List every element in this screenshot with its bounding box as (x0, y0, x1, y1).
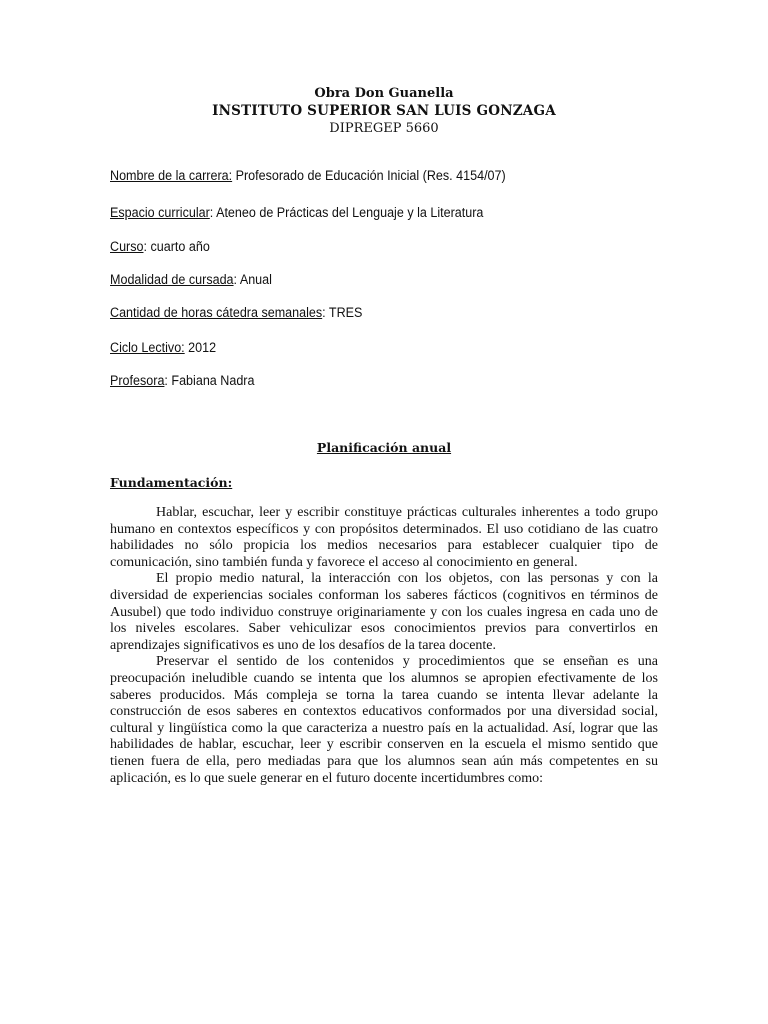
field-curso (110, 239, 210, 254)
section-title-planificacion: Planificación anual (316, 440, 452, 455)
header-dipregep: DIPREGEP 5660 (329, 121, 439, 136)
field-label: Espacio curricular (110, 205, 210, 220)
header-obra: Obra Don Guanella (314, 86, 454, 101)
field-value: : Fabiana Nadra (164, 373, 255, 388)
field-value: : cuarto año (143, 239, 210, 254)
field-profesora (110, 373, 254, 388)
field-label: Ciclo Lectivo: (110, 340, 185, 355)
field-label: Profesora (110, 373, 165, 388)
field-value: 2012 (184, 340, 217, 355)
field-label: Curso (110, 239, 144, 254)
header-instituto: INSTITUTO SUPERIOR SAN LUIS GONZAGA (212, 103, 556, 119)
field-espacio-curricular (110, 205, 483, 220)
paragraph: Preservar el sentido de los contenidos y procedimientos que se enseñan es una preocupación ineludible cuando se intenta que los alumnos se apropien efectivamente de los saberes producidos. Más compleja se torna la tarea cuando se intenta llevar adelante la construcción de esos saberes en contextos educativos conformados por una diversidad social, cultural y lingüística como la que caracteriza a nuestro país en la actualidad. Así, lograr que las habilidades de hablar, escuchar, leer y escribir conserven en la escuela el mismo sentido que tienen fuera de ella, pero mediadas para que los alumnos sean aún más competentes en su aplicación, es lo que suele generar en el futuro docente incertidumbres como: (110, 654, 658, 786)
paragraph: El propio medio natural, la interacción con los objetos, con las personas y con la diversidad de experiencias sociales conforman los saberes fácticos (cognitivos en términos de Ausubel) que todo individuo construye originariamente y con los cuales ingresa en cada uno de los niveles escolares. Saber vehiculizar esos conocimientos previos para convertirlos en aprendizajes significativos es uno de los desafíos de la tarea docente. (110, 571, 658, 653)
fundamentacion-body (110, 505, 658, 787)
field-modalidad (110, 272, 272, 287)
field-label: Nombre de la carrera: (110, 168, 233, 183)
field-horas-catedra (110, 305, 362, 320)
field-value: : Ateneo de Prácticas del Lenguaje y la Literatura (209, 205, 484, 220)
field-label: Cantidad de horas cátedra semanales (110, 305, 323, 320)
field-value: : Anual (233, 272, 272, 287)
field-nombre-carrera (110, 168, 506, 183)
field-ciclo-lectivo (110, 340, 216, 355)
field-value: : TRES (322, 305, 363, 320)
paragraph: Hablar, escuchar, leer y escribir constituye prácticas culturales inherentes a todo grupo humano en contextos específicos y con propósitos determinados. El uso cotidiano de las cuatro habilidades no sólo propicia los medios necesarios para establecer cualquier tipo de comunicación, sino también funda y favorece el acceso al conocimiento en general. (110, 505, 658, 570)
field-value: Profesorado de Educación Inicial (Res. 4154/07) (232, 168, 506, 183)
section-title-fundamentacion: Fundamentación: (110, 475, 233, 490)
field-label: Modalidad de cursada (110, 272, 234, 287)
